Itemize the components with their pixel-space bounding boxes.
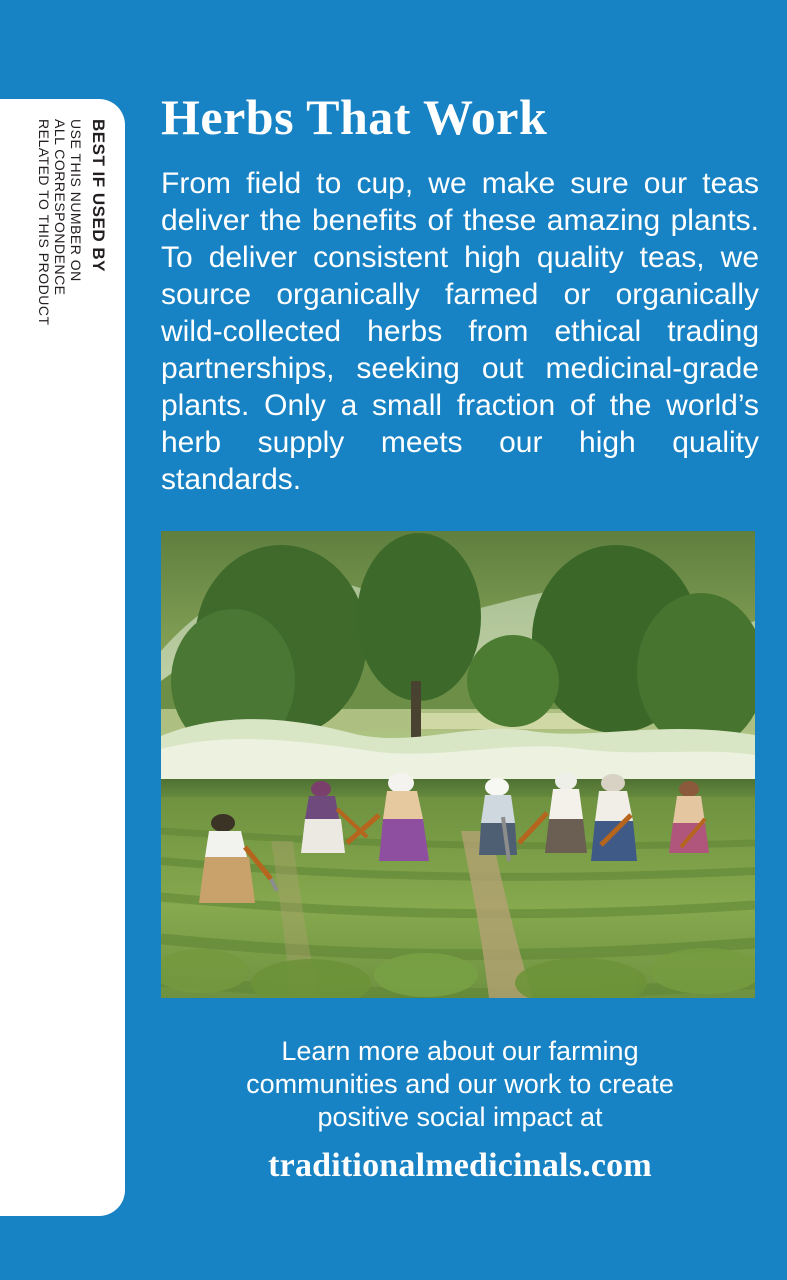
body-paragraph: From field to cup, we make sure our teas deliver the benefits of these amazing plants. To deliver consistent high quality teas, we source organically farmed or organically wild-collected herbs from ethical trading partnerships, seeking out medicinal-grade plants. Only a small fraction of the world’s herb supply meets our high quality standards.: [161, 167, 759, 496]
footer-line-2: communities and our work to create: [246, 1069, 674, 1099]
footer-line-1: Learn more about our farming: [281, 1036, 639, 1066]
best-if-used-by-label: BEST IF USED BY: [89, 119, 108, 272]
farm-photo-illustration: [161, 531, 755, 998]
side-tab-line-1: USE THIS NUMBER ON: [68, 119, 84, 282]
farm-photo: [161, 531, 755, 998]
side-tab-text-group: [0, 99, 125, 1216]
content-column: [161, 0, 759, 1280]
footer: [161, 1035, 759, 1185]
side-tab-line-3: RELATED TO THIS PRODUCT: [36, 119, 52, 326]
footer-line-3: positive social impact at: [317, 1102, 603, 1132]
page-title: Herbs That Work: [161, 89, 548, 145]
side-tab: [0, 99, 125, 1216]
side-tab-line-2: ALL CORRESPONDENCE: [52, 119, 68, 296]
website-url[interactable]: traditionalmedicinals.com: [268, 1147, 652, 1184]
